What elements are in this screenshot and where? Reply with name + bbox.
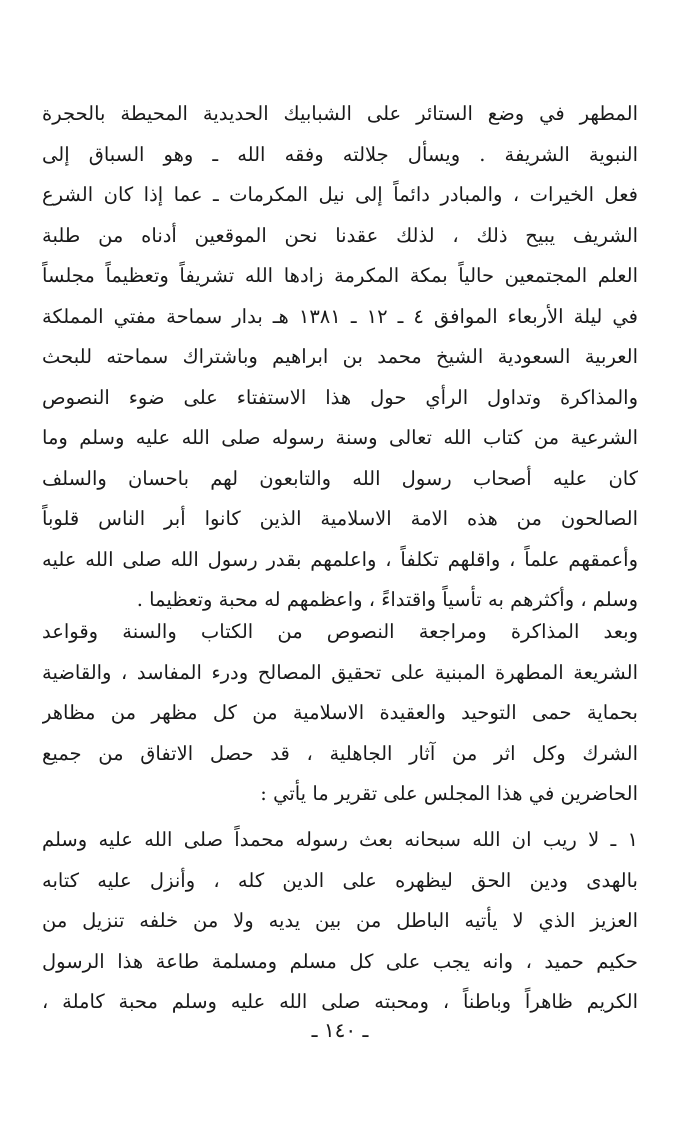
text-line: وسلم ، وأكثرهم به تأسياً واقتداءً ، واعظمهم له محبة وتعظيما .	[136, 588, 638, 611]
text-line: الشرعية من كتاب الله تعالى وسنة رسوله صلى الله عليه وسلم وما	[42, 426, 638, 449]
text-line: الحاضرين في هذا المجلس على تقرير ما يأتي :	[260, 782, 638, 805]
text-line: العلم المجتمعين حالياً بمكة المكرمة زادها الله تشريفاً وتعظيماً مجلساً	[42, 264, 638, 287]
text-line: كان عليه أصحاب رسول الله والتابعون لهم باحسان والسلف	[42, 466, 638, 490]
paragraph-3	[42, 820, 638, 1023]
text-line: في ليلة الأربعاء الموافق ٤ ـ ١٢ ـ ١٣٨١ هـ بدار سماحة مفتي المملكة	[42, 304, 638, 328]
text-line: بحماية حمى التوحيد والعقيدة الاسلامية من كل مظهر من مظاهر	[42, 701, 638, 724]
text-line: الشرك وكل اثر من آثار الجاهلية ، قد حصل الاتفاق من جميع	[42, 741, 638, 765]
text-line: العربية السعودية الشيخ محمد بن ابراهيم وباشتراك سماحته للبحث	[42, 345, 638, 368]
text-line: النبوية الشريفة . ويسأل جلالته وفقه الله ـ وهو السباق إلى	[42, 142, 638, 166]
paragraph-2	[42, 612, 638, 815]
text-line: الكريم ظاهراً وباطناً ، ومحبته صلى الله عليه وسلم محبة كاملة ،	[42, 990, 638, 1013]
text-line: وأعمقهم علماً ، واقلهم تكلفاً ، واعلمهم بقدر رسول الله صلى الله عليه	[42, 547, 638, 571]
text-line: بالهدى ودين الحق ليظهره على الدين كله ، وأنزل عليه كتابه	[42, 868, 638, 892]
text-line: الشريعة المطهرة المبنية على تحقيق المصالح ودرء المفاسد ، والقاضية	[42, 660, 638, 684]
text-line: ١ ـ لا ريب ان الله سبحانه بعث رسوله محمداً صلى الله عليه وسلم	[42, 828, 638, 851]
text-line: حكيم حميد ، وانه يجب على كل مسلم ومسلمة طاعة هذا الرسول	[42, 949, 638, 973]
text-line: الشريف يبيح ذلك ، لذلك عقدنا نحن الموقعين أدناه من طلبة	[42, 223, 638, 247]
text-line: الصالحون من هذه الامة الاسلامية الذين كانوا أبر الناس قلوباً	[42, 507, 638, 530]
paragraph-1	[42, 94, 638, 621]
text-line: العزيز الذي لا يأتيه الباطل من بين يديه ولا من خلفه تنزيل من	[42, 909, 638, 932]
page-number: ـ ١٤٠ ـ	[311, 1018, 369, 1042]
text-line: فعل الخيرات ، والمبادر دائماً إلى نيل المكرمات ـ عما إذا كان الشرع	[42, 183, 638, 206]
text-line: والمذاكرة وتداول الرأي حول هذا الاستفتاء على ضوء النصوص	[42, 385, 638, 409]
text-line: المطهر في وضع الستائر على الشبابيك الحديدية المحيطة بالحجرة	[42, 102, 638, 125]
text-line: وبعد المذاكرة ومراجعة النصوص من الكتاب والسنة وقواعد	[42, 620, 638, 643]
